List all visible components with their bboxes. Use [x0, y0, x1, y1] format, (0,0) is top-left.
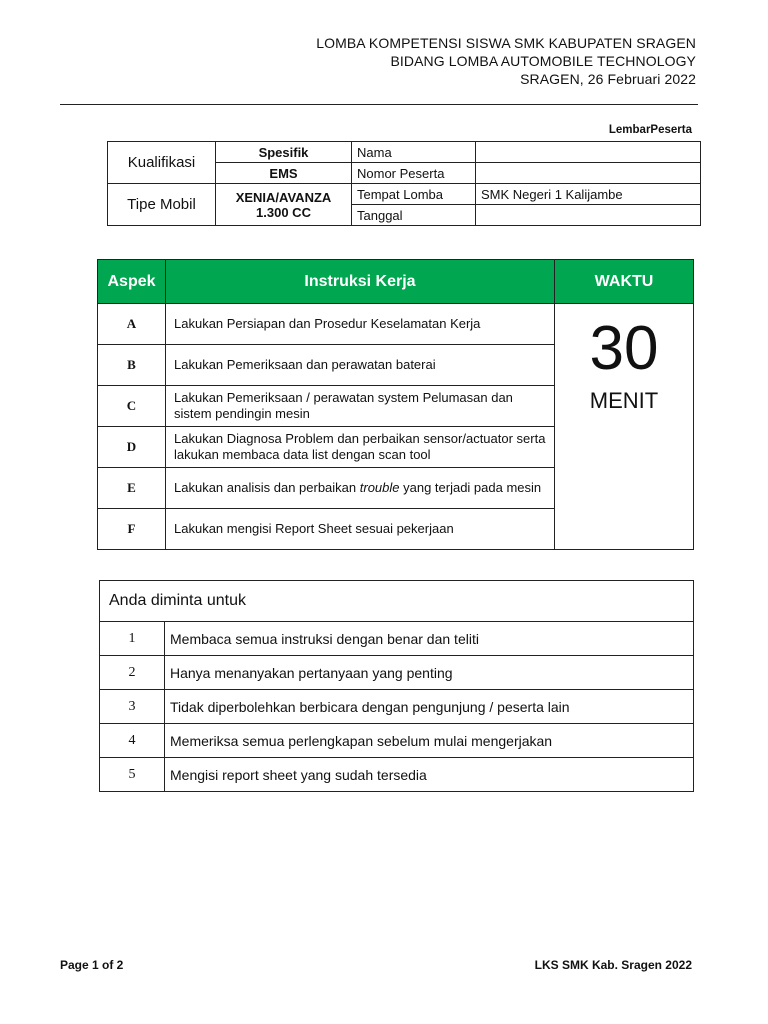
ems-cell: EMS — [216, 163, 352, 184]
tipe-mobil-label: Tipe Mobil — [108, 184, 216, 226]
field-value-tempat-lomba: SMK Negeri 1 Kalijambe — [476, 184, 701, 205]
aspek-letter: B — [98, 345, 166, 386]
anda-text: Mengisi report sheet yang sudah tersedia — [165, 758, 694, 792]
anda-number: 1 — [100, 622, 165, 656]
anda-text: Hanya menanyakan pertanyaan yang penting — [165, 656, 694, 690]
col-instruksi: Instruksi Kerja — [166, 260, 555, 304]
header-line-1: LOMBA KOMPETENSI SISWA SMK KABUPATEN SRAGEN — [316, 35, 696, 51]
instruksi-table — [97, 259, 694, 550]
anda-number: 5 — [100, 758, 165, 792]
instruksi-row — [98, 304, 694, 345]
field-label-tanggal: Tanggal — [352, 205, 476, 226]
instruksi-text: Lakukan Diagnosa Problem dan perbaikan sensor/actuator serta lakukan membaca data list dengan scan tool — [166, 427, 555, 468]
spesifik-cell: Spesifik — [216, 142, 352, 163]
anda-row — [100, 622, 694, 656]
aspek-letter: C — [98, 386, 166, 427]
field-value-nomor-peserta[interactable] — [476, 163, 701, 184]
footer-title: LKS SMK Kab. Sragen 2022 — [534, 958, 692, 972]
aspek-letter: A — [98, 304, 166, 345]
anda-table — [99, 580, 694, 792]
field-label-nomor-peserta: Nomor Peserta — [352, 163, 476, 184]
anda-text: Memeriksa semua perlengkapan sebelum mulai mengerjakan — [165, 724, 694, 758]
waktu-value: 30 — [589, 314, 659, 383]
waktu-cell — [555, 304, 694, 550]
instruksi-text-after: yang terjadi pada mesin — [399, 480, 542, 495]
anda-number: 3 — [100, 690, 165, 724]
anda-row — [100, 656, 694, 690]
anda-row — [100, 724, 694, 758]
kualifikasi-label: Kualifikasi — [108, 142, 216, 184]
header-line-2: BIDANG LOMBA AUTOMOBILE TECHNOLOGY — [390, 53, 696, 69]
anda-title: Anda diminta untuk — [100, 581, 694, 622]
instruksi-text: Lakukan Pemeriksaan dan perawatan baterai — [166, 345, 555, 386]
header-divider — [60, 104, 698, 105]
col-waktu: WAKTU — [555, 260, 694, 304]
header-line-3: SRAGEN, 26 Februari 2022 — [520, 71, 696, 87]
instruksi-text: Lakukan Persiapan dan Prosedur Keselamatan Kerja — [166, 304, 555, 345]
document-header — [316, 34, 696, 88]
instruksi-text-before: Lakukan analisis dan perbaikan — [174, 480, 360, 495]
waktu-unit: MENIT — [589, 388, 659, 413]
col-aspek: Aspek — [98, 260, 166, 304]
lembar-label: LembarPeserta — [608, 124, 692, 136]
mobil-line-2: 1.300 CC — [256, 204, 311, 220]
page-number: Page 1 of 2 — [60, 958, 124, 972]
instruksi-text-italic: trouble — [359, 480, 400, 495]
field-value-tanggal[interactable] — [476, 205, 701, 226]
instruksi-text: Lakukan Pemeriksaan / perawatan system Pelumasan dan sistem pendingin mesin — [166, 386, 555, 427]
aspek-letter: D — [98, 427, 166, 468]
mobil-cell — [216, 184, 352, 226]
instruksi-text: Lakukan mengisi Report Sheet sesuai pekerjaan — [166, 509, 555, 550]
info-table — [107, 141, 701, 226]
anda-number: 2 — [100, 656, 165, 690]
mobil-line-1: XENIA/AVANZA — [235, 189, 332, 205]
anda-text: Membaca semua instruksi dengan benar dan teliti — [165, 622, 694, 656]
anda-row — [100, 758, 694, 792]
field-label-nama: Nama — [352, 142, 476, 163]
instruksi-text — [166, 468, 555, 509]
anda-number: 4 — [100, 724, 165, 758]
field-label-tempat-lomba: Tempat Lomba — [352, 184, 476, 205]
anda-text: Tidak diperbolehkan berbicara dengan pengunjung / peserta lain — [165, 690, 694, 724]
anda-row — [100, 690, 694, 724]
aspek-letter: F — [98, 509, 166, 550]
aspek-letter: E — [98, 468, 166, 509]
field-value-nama[interactable] — [476, 142, 701, 163]
